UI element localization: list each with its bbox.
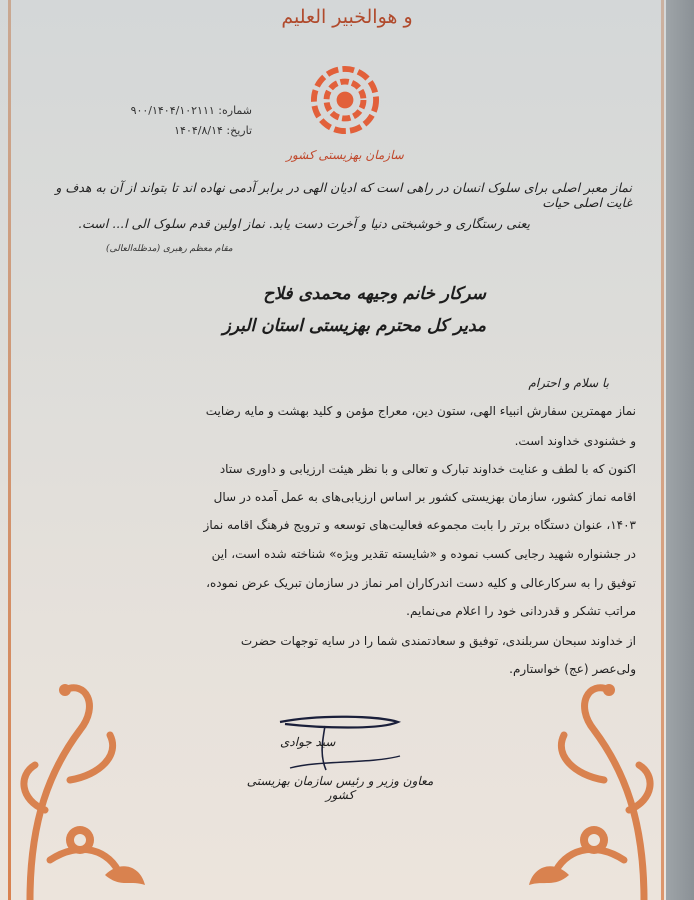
quote-line-2: یعنی رستگاری و خوشبختی دنیا و آخرت دست یابد. نماز اولین قدم سلوک الی ا... است. [78, 216, 530, 231]
number-label: شماره: [218, 104, 252, 117]
behzisti-logo-icon [303, 58, 387, 142]
floral-ornament-icon [514, 660, 664, 900]
floral-ornament-icon [10, 660, 160, 900]
body-line: از خداوند سبحان سربلندی، توفیق و سعادتمندی شما را در سایه توجهات حضرت [240, 634, 636, 648]
body-line: ۱۴۰۳، عنوان دستگاه برتر را بابت مجموعه فعالیت‌های توسعه و ترویج فرهنگ اقامه نماز [203, 518, 636, 532]
body-line: ولی‌عصر (عج) خواستارم. [509, 662, 636, 676]
greeting: با سلام و احترام [528, 376, 609, 390]
signer-title: معاون وزیر و رئیس سازمان بهزیستی کشور [246, 774, 434, 802]
recipient-name: سرکار خانم وجیهه محمدی فلاح [263, 284, 486, 304]
date-value: ۱۴۰۴/۸/۱۴ [174, 124, 223, 137]
body-line: توفیق را به سرکارعالی و کلیه دست اندرکاران امر نماز در سازمان تبریک عرض نموده، [206, 576, 636, 590]
body-line: در جشنواره شهید رجایی کسب نموده و «شایسته تقدیر ویژه» شناخته شده است، این [211, 547, 636, 561]
quote-author: مقام معظم رهبری (مدظله‌العالی) [106, 244, 233, 254]
number-value: ۹۰۰/۱۴۰۴/۱۰۲۱۱۱ [130, 104, 215, 117]
signer-name: سید جوادی [280, 735, 336, 749]
recipient-title: مدیر کل محترم بهزیستی استان البرز [222, 316, 486, 336]
date-label: تاریخ: [226, 124, 252, 137]
body-line: و خشنودی خداوند است. [514, 434, 636, 448]
body-line: اقامه نماز کشور، سازمان بهزیستی کشور بر اساس ارزیابی‌های به عمل آمده در سال [213, 490, 636, 504]
body-line: اکنون که با لطف و عنایت خداوند تبارک و تعالی و با نظر هیئت ارزیابی و داوری ستاد [219, 462, 636, 476]
body-line: نماز مهمترین سفارش انبیاء الهی، ستون دین، معراج مؤمن و کلید بهشت و مایه رضایت [205, 404, 636, 418]
quote-line-1: نماز معبر اصلی برای سلوک انسان در راهی است که ادیان الهی در برابر آدمی نهاده اند تا بتواند از آن به هدف و غایت اصلی حیات [55, 180, 632, 210]
letter-date [112, 124, 252, 137]
letter-number [112, 104, 252, 117]
invocation-heading: و هوالخبیر العلیم [281, 6, 413, 28]
scan-edge-shadow [666, 0, 694, 900]
organization-name: سازمان بهزیستی کشور [286, 148, 404, 162]
body-line: مراتب تشکر و قدردانی خود را اعلام می‌نمایم. [406, 604, 636, 618]
